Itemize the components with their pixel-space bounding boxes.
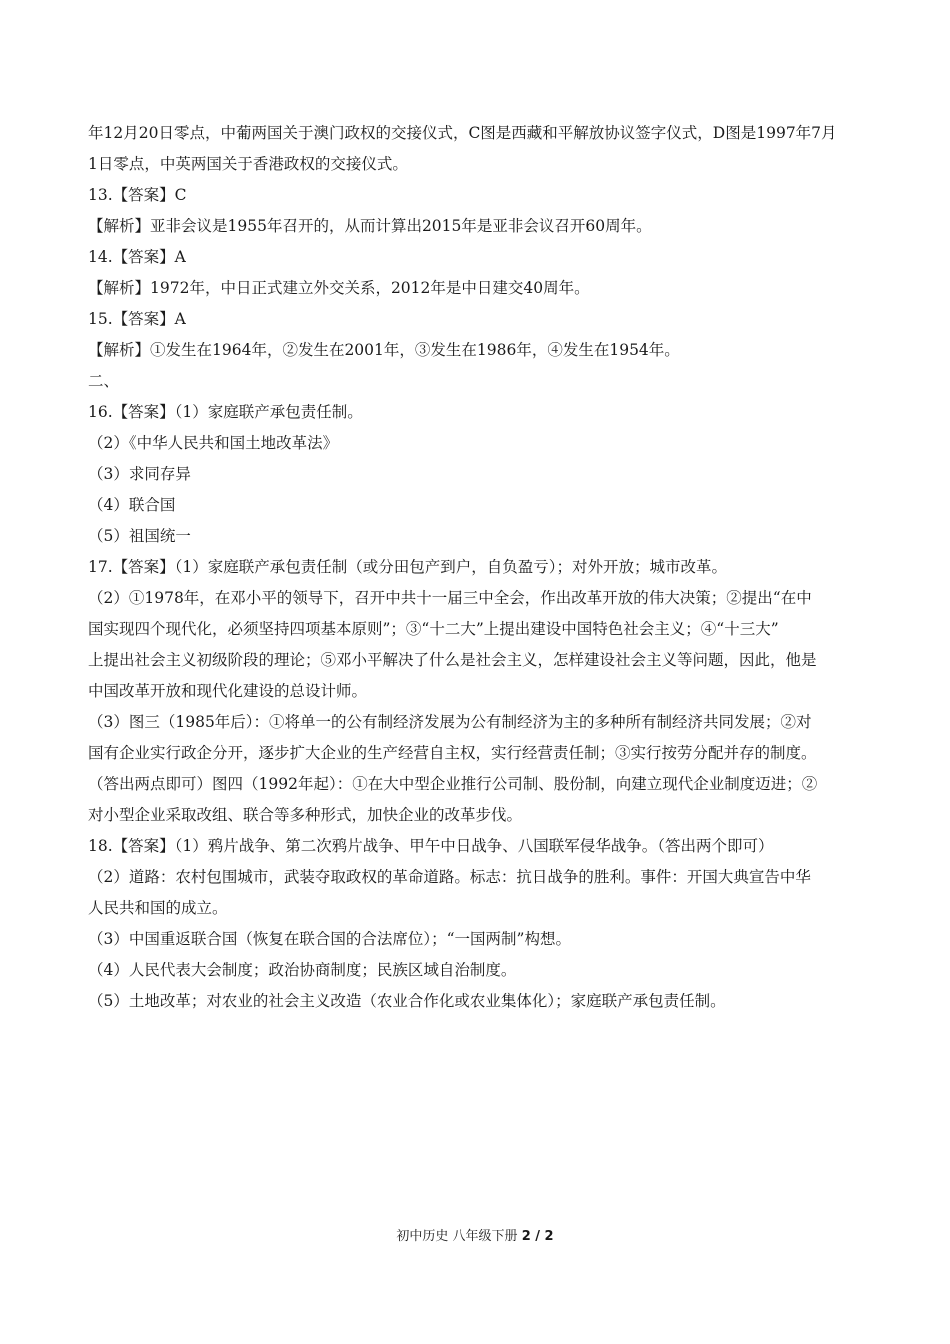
text-line: （3）图三（1985年后）：①将单一的公有制经济发展为公有制经济为主的多种所有制经济共同发展；②对 <box>88 713 812 731</box>
document-body <box>88 118 870 1017</box>
section-heading: 二、 <box>88 372 120 390</box>
text-line: （5）土地改革；对农业的社会主义改造（农业合作化或农业集体化）；家庭联产承包责任制。 <box>88 992 726 1010</box>
text-line: 国有企业实行政企分开，逐步扩大企业的生产经营自主权，实行经营责任制；③实行按劳分配并存的制度。 <box>88 744 817 762</box>
answer-14: 14.【答案】A <box>88 248 186 266</box>
text-line: （2）①1978年，在邓小平的领导下，召开中共十一届三中全会，作出改革开放的伟大决策；②提出“在中 <box>88 589 812 607</box>
analysis-14: 【解析】1972年，中日正式建立外交关系，2012年是中日建交40周年。 <box>88 279 590 297</box>
answer-15: 15.【答案】A <box>88 310 186 328</box>
text-line: 1日零点，中英两国关于香港政权的交接仪式。 <box>88 155 408 173</box>
text-line: （4）人民代表大会制度；政治协商制度；民族区域自治制度。 <box>88 961 517 979</box>
text-line: （4）联合国 <box>88 496 176 514</box>
text-line: （3）中国重返联合国（恢复在联合国的合法席位）；“一国两制”构想。 <box>88 930 571 948</box>
text-line: 上提出社会主义初级阶段的理论；⑤邓小平解决了什么是社会主义，怎样建设社会主义等问题，因此，他是 <box>88 651 817 669</box>
text-line: 人民共和国的成立。 <box>88 899 228 917</box>
text-line: （答出两点即可）图四（1992年起）：①在大中型企业推行公司制、股份制，向建立现代企业制度迈进；② <box>88 775 818 793</box>
answer-16: 16.【答案】（1）家庭联产承包责任制。 <box>88 403 363 421</box>
footer-subject: 初中历史 八年级下册 <box>396 1229 518 1244</box>
analysis-13: 【解析】亚非会议是1955年召开的，从而计算出2015年是亚非会议召开60周年。 <box>88 217 652 235</box>
analysis-15: 【解析】①发生在1964年，②发生在2001年，③发生在1986年，④发生在1954年。 <box>88 341 680 359</box>
text-line: 对小型企业采取改组、联合等多种形式，加快企业的改革步伐。 <box>88 806 523 824</box>
answer-18: 18.【答案】（1）鸦片战争、第二次鸦片战争、甲午中日战争、八国联军侵华战争。（答出两个即可） <box>88 837 774 855</box>
text-line: （5）祖国统一 <box>88 527 191 545</box>
text-line: 国实现四个现代化，必须坚持四项基本原则”；③“十二大”上提出建设中国特色社会主义；④“十三大” <box>88 620 779 638</box>
text-line: （2）道路：农村包围城市，武装夺取政权的革命道路。标志：抗日战争的胜利。事件：开国大典宣告中华 <box>88 868 811 886</box>
text-line: （2）《中华人民共和国土地改革法》 <box>88 434 339 452</box>
answer-13: 13.【答案】C <box>88 186 187 204</box>
page-number: 2 / 2 <box>521 1229 554 1244</box>
answer-17: 17.【答案】（1）家庭联产承包责任制（或分田包产到户，自负盈亏）；对外开放；城市改革。 <box>88 558 728 576</box>
text-line: （3）求同存异 <box>88 465 191 483</box>
page-footer <box>0 1227 950 1247</box>
text-line: 中国改革开放和现代化建设的总设计师。 <box>88 682 368 700</box>
text-line: 年12月20日零点，中葡两国关于澳门政权的交接仪式，C图是西藏和平解放协议签字仪式，D图是1997年7月 <box>88 124 837 142</box>
